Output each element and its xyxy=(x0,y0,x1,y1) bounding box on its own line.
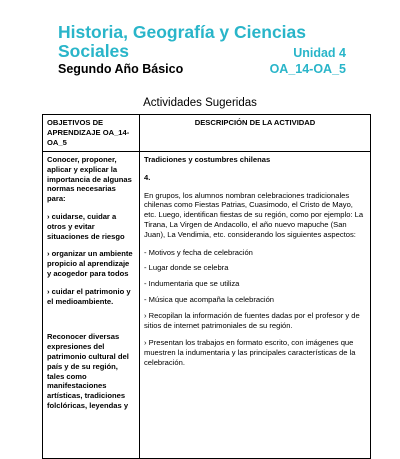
activity-cell xyxy=(140,152,371,459)
subtitle-row xyxy=(58,62,358,77)
activity-title: Tradiciones y costumbres chilenas xyxy=(144,155,271,164)
activity-aspect: - Lugar donde se celebra xyxy=(144,263,229,273)
document-header xyxy=(58,23,358,77)
objective-code: OA_14-OA_5 xyxy=(269,62,346,76)
objective-item: › cuidar el patrimonio y el medioambiente. xyxy=(47,286,131,306)
table-header-row xyxy=(43,115,371,152)
objectives-cell xyxy=(43,152,140,459)
objective-item: Reconocer diversas expresiones del patrimonio cultural del país y de su región, tales como manifestaciones artísticas, tradiciones folclóricas, leyendas y xyxy=(47,332,129,410)
objectives-column-header: OBJETIVOS DE APRENDIZAJE OA_14-OA_5 xyxy=(43,115,140,152)
objective-item: › organizar un ambiente propicio al aprendizaje y acogedor para todos xyxy=(47,249,133,278)
grade-label: Segundo Año Básico xyxy=(58,62,184,76)
activity-aspect: - Música que acompaña la celebración xyxy=(144,294,275,304)
table-row xyxy=(43,152,371,459)
activity-number: 4. xyxy=(144,172,151,182)
subject-title-line1: Historia, Geografía y Ciencias xyxy=(58,22,307,42)
activity-column-header: DESCRIPCIÓN DE LA ACTIVIDAD xyxy=(140,115,371,152)
activity-paragraph: En grupos, los alumnos nombran celebraciones tradicionales chilenas como Fiestas Patrias, Cuasimodo, el Cristo de Mayo, etc. Luego, identifican fiestas de su región, como por ejemplo: La Tirana, La Virgen de Andacollo, el año nuevo mapuche (San Juan), La Vendimia, etc. considerando los siguientes aspectos: xyxy=(144,190,364,239)
subject-title-line2: Sociales xyxy=(58,41,130,61)
title-row xyxy=(58,42,358,61)
unit-label: Unidad 4 xyxy=(293,46,346,60)
activity-paragraph: › Presentan los trabajos en formato escrito, con imágenes que muestren la indumentaria y las principales características de la celebración. xyxy=(144,338,356,367)
activity-aspect: - Motivos y fecha de celebración xyxy=(144,247,253,257)
objective-item: › cuidarse, cuidar a otros y evitar situaciones de riesgo xyxy=(47,211,125,241)
activity-aspect: - Indumentaria que se utiliza xyxy=(144,279,240,289)
activities-table xyxy=(42,114,371,459)
objective-item: Conocer, proponer, aplicar y explicar la importancia de algunas normas necesarias para: xyxy=(47,155,132,204)
activity-paragraph: › Recopilan la información de fuentes dadas por el profesor y de sitios de internet patrimoniales de su región. xyxy=(144,310,360,330)
section-title: Actividades Sugeridas xyxy=(143,97,257,109)
